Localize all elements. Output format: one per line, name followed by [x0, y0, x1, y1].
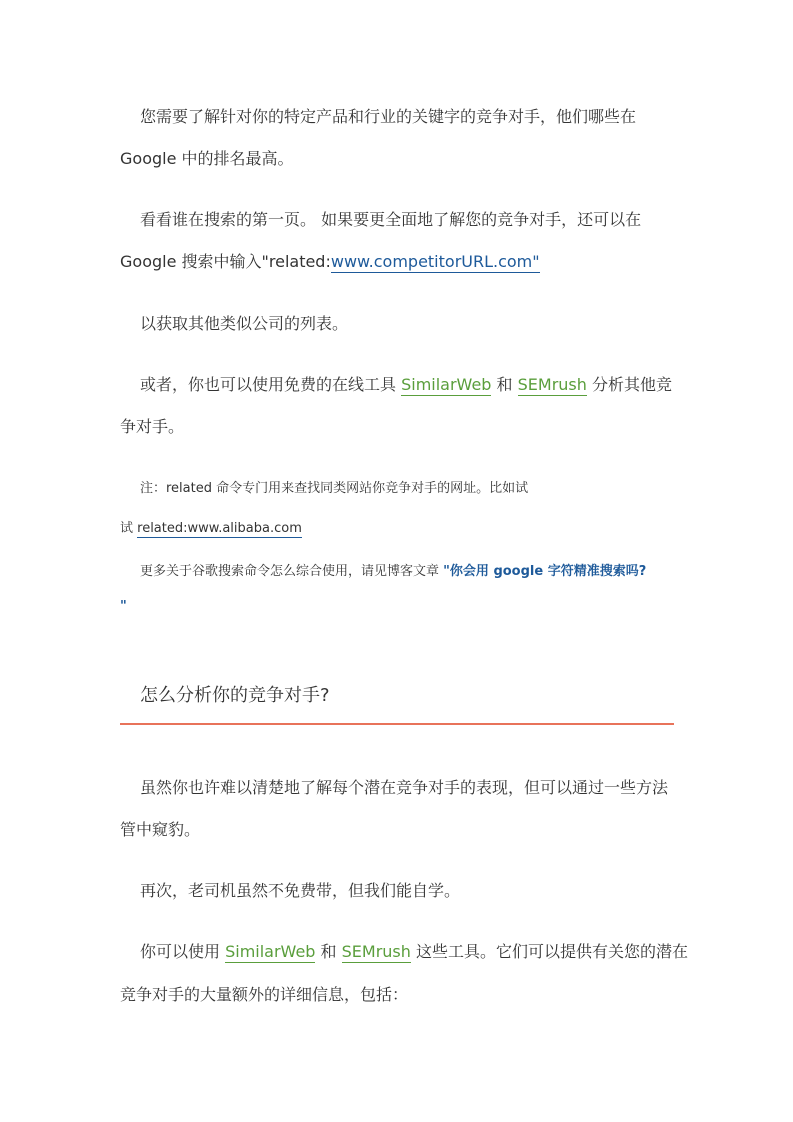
paragraph-4-line-2: 争对手。: [120, 417, 185, 436]
paragraph-5-line-2: 管中窥豹。: [120, 820, 201, 839]
note-blog-text: 更多关于谷歌搜索命令怎么综合使用，请见博客文章: [140, 564, 444, 579]
paragraph-7-line-1: [140, 941, 688, 963]
paragraph-7-text-before: 你可以使用: [140, 942, 226, 961]
blog-article-link[interactable]: "你会用 google 字符精准搜索吗?: [443, 564, 647, 579]
paragraph-7-text-after: 这些工具。它们可以提供有关您的潜在: [410, 942, 688, 961]
paragraph-7-text-mid: 和: [315, 942, 342, 961]
section-heading: 怎么分析你的竞争对手?: [140, 685, 330, 706]
note-line-2: [120, 520, 302, 538]
note-line-3: [140, 563, 646, 581]
paragraph-2-line-1: 看看谁在搜索的第一页。 如果要更全面地了解您的竞争对手，还可以在: [140, 210, 642, 229]
heading-divider: [120, 723, 674, 725]
paragraph-1-line-2: Google 中的排名最高。: [120, 149, 294, 168]
paragraph-7-line-2: 竞争对手的大量额外的详细信息，包括：: [120, 985, 409, 1004]
note-line-1: 注：related 命令专门用来查找同类网站你竞争对手的网址。比如试: [140, 481, 529, 496]
paragraph-2-text: Google 搜索中输入"related:: [120, 252, 331, 271]
paragraph-4-line-1: [140, 374, 672, 396]
paragraph-6: 再次，老司机虽然不免费带，但我们能自学。: [140, 881, 461, 900]
paragraph-5-line-1: 虽然你也许难以清楚地了解每个潜在竞争对手的表现，但可以通过一些方法: [140, 778, 669, 797]
paragraph-3: 以获取其他类似公司的列表。: [140, 314, 349, 333]
alibaba-related-link[interactable]: related:www.alibaba.com: [137, 521, 302, 536]
note-prefix: 试: [120, 521, 138, 536]
paragraph-2-line-2: [120, 251, 540, 273]
paragraph-4-text-mid: 和: [491, 375, 518, 394]
paragraph-4-text-before: 或者，你也可以使用免费的在线工具: [140, 375, 402, 394]
paragraph-1-line-1: 您需要了解针对你的特定产品和行业的关键字的竞争对手，他们哪些在: [140, 107, 637, 126]
paragraph-4-text-after: 分析其他竞: [586, 375, 672, 394]
semrush-link[interactable]: SEMrush: [517, 375, 587, 394]
similarweb-link-2[interactable]: SimilarWeb: [225, 942, 316, 961]
blog-article-link-end[interactable]: ": [120, 599, 127, 614]
similarweb-link[interactable]: SimilarWeb: [401, 375, 492, 394]
note-line-4: [120, 598, 127, 616]
competitor-url-link[interactable]: www.competitorURL.com": [330, 252, 540, 271]
semrush-link-2[interactable]: SEMrush: [341, 942, 411, 961]
